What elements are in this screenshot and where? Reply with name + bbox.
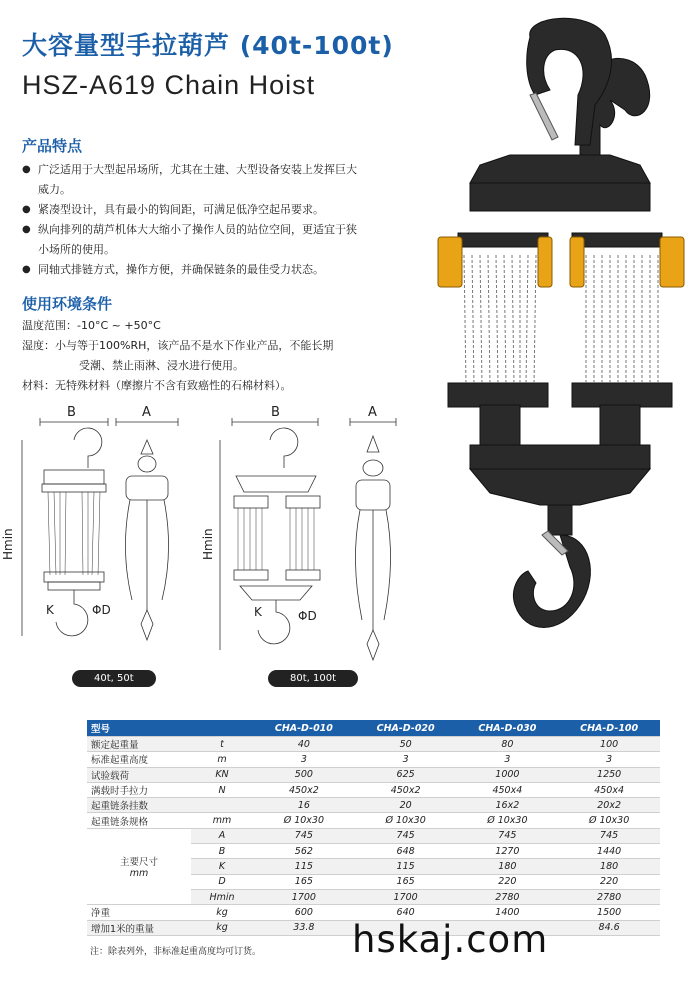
header-unit [191,720,253,737]
cell: 745 [355,828,457,843]
environment-block [22,316,362,396]
cell: 745 [457,828,559,843]
table-row [87,752,660,767]
label-B-left: B [67,405,76,420]
header-col: CHA-D-100 [558,720,660,737]
cell: 500 [253,767,355,782]
label-K-right: K [254,605,262,619]
cell: 180 [457,859,559,874]
row-unit: D [191,874,253,889]
page-title-en: HSZ-A619 Chain Hoist [22,70,316,100]
cell: 3 [355,752,457,767]
feature-item: ● 同轴式排链方式，操作方便，并确保链条的最佳受力状态。 [22,260,362,280]
row-label: 标准起重高度 [87,752,191,767]
label-A-right: A [368,405,377,420]
hoist-line-drawings [0,400,400,690]
row-unit: K [191,859,253,874]
label-Hmin-right: Hmin [201,528,215,560]
cell: 450x4 [558,782,660,797]
row-label: 试验载荷 [87,767,191,782]
table-row [87,798,660,813]
row-label: 起重链条挂数 [87,798,191,813]
cell: 2780 [558,889,660,904]
features-list [22,160,362,280]
row-unit: mm [191,813,253,828]
cell: 562 [253,844,355,859]
cell: 3 [457,752,559,767]
row-unit: m [191,752,253,767]
watermark: hskaj.com [352,918,549,961]
table-row [87,767,660,782]
cell: 745 [253,828,355,843]
cell: Ø 10x30 [253,813,355,828]
cell: 625 [355,767,457,782]
cell: 165 [355,874,457,889]
cell: 3 [253,752,355,767]
dimensions-unit: mm [129,868,149,880]
cell: 450x2 [355,782,457,797]
cell: 16x2 [457,798,559,813]
cell: 1000 [457,767,559,782]
header-col: CHA-D-030 [457,720,559,737]
dimensions-label [87,828,191,904]
cell: 600 [253,905,355,920]
header-model: 型号 [87,720,191,737]
env-temperature: 温度范围：-10°C ~ +50°C [22,319,161,332]
row-label: 额定起重量 [87,737,191,752]
cell: 165 [253,874,355,889]
cell: 3 [558,752,660,767]
feature-item: ● 紧凑型设计，具有最小的钩间距，可满足低净空起吊要求。 [22,200,362,220]
cell: 80 [457,737,559,752]
cell: 20 [355,798,457,813]
label-Hmin-left: Hmin [1,528,15,560]
dimensions-title: 主要尺寸 [119,857,158,869]
cell: 50 [355,737,457,752]
cell: 640 [355,905,457,920]
row-label: 净重 [87,905,191,920]
spec-table [87,720,660,936]
row-label: 增加1米的重量 [87,920,191,935]
feature-item: ● 纵向排列的葫芦机体大大缩小了操作人员的站位空间，更适宜于狭小场所的使用。 [22,220,362,260]
cell: 745 [558,828,660,843]
env-humidity-cont: 受潮、禁止雨淋、浸水进行使用。 [79,359,244,372]
cell: 115 [253,859,355,874]
cell: 450x2 [253,782,355,797]
row-unit: kg [191,920,253,935]
header-col: CHA-D-010 [253,720,355,737]
table-row [87,737,660,752]
cell: 20x2 [558,798,660,813]
caption-80t-100t: 80t, 100t [268,670,358,687]
cell: 115 [355,859,457,874]
header-col: CHA-D-020 [355,720,457,737]
table-row [87,813,660,828]
caption-40t-50t: 40t, 50t [72,670,156,687]
cell: 33.8 [253,920,355,935]
cell: Ø 10x30 [355,813,457,828]
row-unit: t [191,737,253,752]
label-K-left: K [46,603,54,617]
row-unit: N [191,782,253,797]
cell: 1440 [558,844,660,859]
cell: 1500 [558,905,660,920]
label-D-right: ΦD [298,609,317,623]
hoist-illustration [430,15,690,650]
cell: 220 [558,874,660,889]
cell: 1700 [355,889,457,904]
cell: 648 [355,844,457,859]
cell: 1250 [558,767,660,782]
row-unit: Hmin [191,889,253,904]
cell: 100 [558,737,660,752]
table-row [87,828,660,843]
cell: Ø 10x30 [457,813,559,828]
cell: 1400 [457,905,559,920]
feature-item: ● 广泛适用于大型起吊场所，尤其在土建、大型设备安装上发挥巨大威力。 [22,160,362,200]
row-unit: kg [191,905,253,920]
features-heading: 产品特点 [22,137,83,155]
environment-heading: 使用环境条件 [22,295,113,313]
table-note: 注：除表列外，非标准起重高度均可订货。 [90,947,262,957]
label-D-left: ΦD [92,603,111,617]
cell: 1700 [253,889,355,904]
cell: 450x4 [457,782,559,797]
cell: 40 [253,737,355,752]
table-row [87,782,660,797]
label-A-left: A [142,405,151,420]
hoist-product-image [430,15,690,650]
row-unit: A [191,828,253,843]
row-label: 满载时手拉力 [87,782,191,797]
cell: 84.6 [558,920,660,935]
cell: 16 [253,798,355,813]
cell: 180 [558,859,660,874]
cell: 1270 [457,844,559,859]
dimension-drawings [0,400,400,690]
row-unit: B [191,844,253,859]
env-material: 材料：无特殊材料（摩擦片不含有致癌性的石棉材料）。 [22,379,292,392]
row-unit [191,798,253,813]
label-B-right: B [271,405,280,420]
page-title-cn: 大容量型手拉葫芦 (40t-100t) [22,31,394,60]
cell: Ø 10x30 [558,813,660,828]
env-humidity: 湿度：小与等于100%RH，该产品不是水下作业产品，不能长期 [22,339,334,352]
row-unit: KN [191,767,253,782]
cell: 220 [457,874,559,889]
cell: 2780 [457,889,559,904]
table-header-row [87,720,660,737]
row-label: 起重链条规格 [87,813,191,828]
